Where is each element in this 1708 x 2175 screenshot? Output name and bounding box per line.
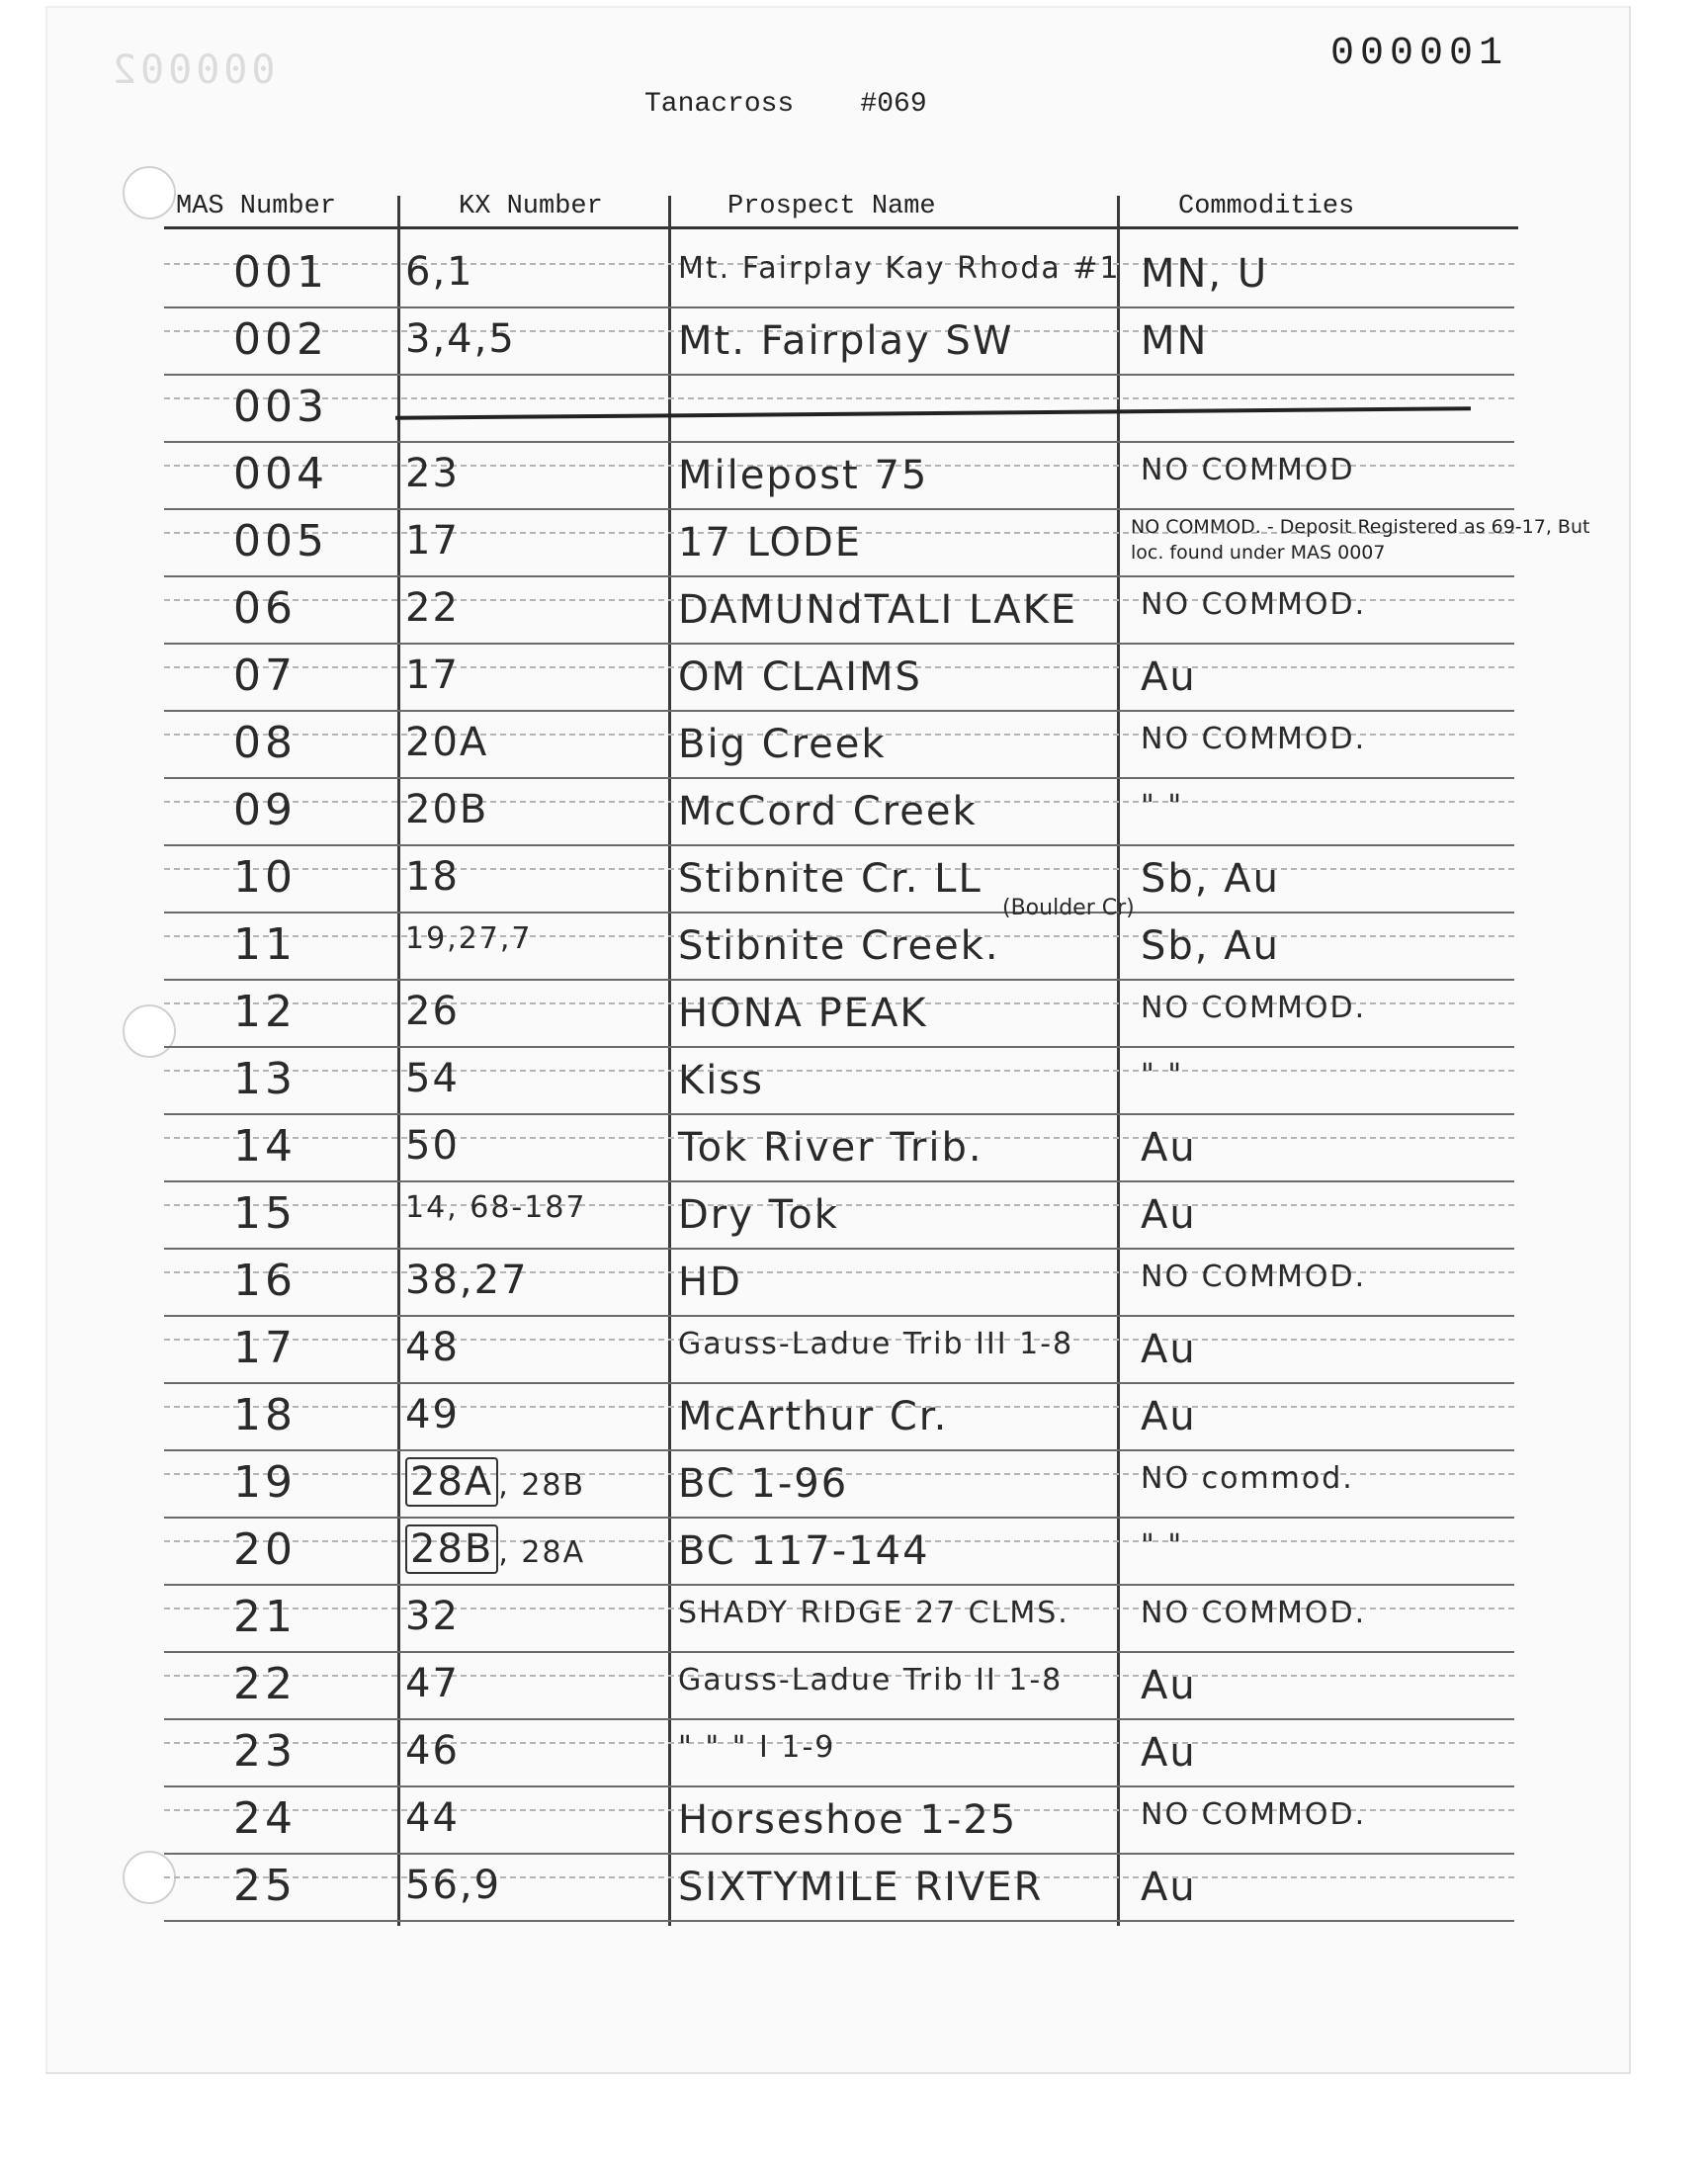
commodities-cell: Au (1141, 1663, 1197, 1708)
mas-number-cell: 16 (233, 1256, 297, 1306)
row-rule (164, 1785, 1514, 1787)
prospect-name-cell: 17 LODE (678, 520, 863, 566)
commodities-cell: NO COMMOD. (1141, 587, 1367, 622)
mas-number-cell: 004 (233, 449, 328, 499)
kx-number-cell: 3,4,5 (405, 316, 516, 362)
row-guide-line (164, 397, 1514, 399)
mas-number-cell: 18 (233, 1390, 297, 1440)
document-number: 000001 (1330, 32, 1509, 76)
header-kx-number: KX Number (459, 192, 603, 221)
mas-number-cell: 14 (233, 1121, 297, 1172)
header-mas-number: MAS Number (176, 192, 337, 221)
kx-number-cell: 49 (405, 1392, 460, 1437)
row-rule (164, 1449, 1514, 1451)
prospect-name-cell: DAMUNdTALI LAKE (678, 587, 1078, 633)
prospect-name-cell: Stibnite Cr. LL (678, 856, 982, 902)
mas-number-cell: 002 (233, 314, 328, 365)
mas-number-cell: 005 (233, 516, 328, 566)
commodities-cell: Au (1141, 1192, 1197, 1238)
kx-number-cell (405, 1459, 585, 1505)
prospect-name-cell: Mt. Fairplay Kay Rhoda #1 (678, 251, 1121, 286)
kx-number-cell: 6,1 (405, 249, 474, 295)
row-rule (164, 1853, 1514, 1855)
row-rule (164, 1382, 1514, 1384)
prospect-name-cell: OM CLAIMS (678, 654, 922, 700)
commodities-cell: NO COMMOD. (1141, 991, 1367, 1025)
kx-number-cell: 46 (405, 1728, 460, 1774)
kx-extra-value: , 28A (498, 1535, 586, 1570)
mas-number-cell: 003 (233, 382, 328, 432)
prospect-name-cell: Horseshoe 1-25 (678, 1797, 1018, 1843)
mas-number-cell: 13 (233, 1054, 297, 1104)
commodities-cell: " " (1141, 789, 1184, 824)
commodities-cell: Au (1141, 1125, 1197, 1171)
mas-number-cell: 15 (233, 1188, 297, 1239)
prospect-name-cell: BC 1-96 (678, 1461, 849, 1507)
commodities-cell: Sb, Au (1141, 923, 1280, 969)
prospect-name-cell: Gauss-Ladue Trib II 1-8 (678, 1663, 1064, 1697)
kx-number-cell: 14, 68-187 (405, 1190, 587, 1225)
kx-number-cell: 54 (405, 1056, 460, 1101)
prospect-name-cell: McCord Creek (678, 789, 978, 834)
row-rule (164, 1584, 1514, 1586)
mas-number-cell: 22 (233, 1659, 297, 1709)
mas-number-cell: 24 (233, 1793, 297, 1844)
kx-number-cell: 23 (405, 451, 460, 496)
mas-number-cell: 21 (233, 1592, 297, 1642)
prospect-name-cell: SHADY RIDGE 27 CLMS. (678, 1596, 1069, 1630)
mas-number-cell: 10 (233, 852, 297, 903)
prospect-name-cell: McArthur Cr. (678, 1394, 949, 1439)
prospect-name-cell: Dry Tok (678, 1192, 839, 1238)
commodities-cell: NO COMMOD. (1141, 722, 1367, 756)
commodities-cell: Au (1141, 1865, 1197, 1910)
row-rule (164, 1920, 1514, 1922)
commodities-cell: MN (1141, 318, 1209, 364)
commodities-cell: NO COMMOD (1141, 453, 1355, 487)
kx-boxed-value: 28A (405, 1457, 498, 1507)
row-rule (164, 643, 1514, 645)
mas-number-cell: 06 (233, 583, 297, 634)
commodities-cell: NO COMMOD. (1141, 1797, 1367, 1832)
row-guide-line (164, 1742, 1514, 1744)
kx-number-cell: 17 (405, 518, 460, 564)
kx-number-cell: 44 (405, 1795, 460, 1841)
prospect-name-cell: SIXTYMILE RIVER (678, 1865, 1044, 1910)
kx-number-cell: 56,9 (405, 1863, 502, 1908)
strikethrough-line (395, 406, 1471, 419)
row-rule (164, 1180, 1514, 1182)
faded-page-stamp: 000002 (109, 47, 276, 93)
kx-number-cell: 50 (405, 1123, 460, 1169)
header-commodities: Commodities (1178, 192, 1355, 221)
row-rule (164, 979, 1514, 981)
row-rule (164, 1315, 1514, 1317)
mas-number-cell: 23 (233, 1726, 297, 1777)
commodities-cell: Au (1141, 1394, 1197, 1439)
row-rule (164, 1113, 1514, 1115)
prospect-name-cell: Tok River Trib. (678, 1125, 983, 1171)
mas-number-cell: 25 (233, 1861, 297, 1911)
kx-number-cell: 19,27,7 (405, 921, 533, 956)
mas-number-cell: 11 (233, 919, 297, 970)
commodities-cell: " " (1141, 1528, 1184, 1563)
mas-number-cell: 17 (233, 1323, 297, 1373)
commodities-cell: " " (1141, 1058, 1184, 1092)
kx-number-cell: 18 (405, 854, 460, 900)
kx-number-cell: 48 (405, 1325, 460, 1370)
mas-number-cell: 08 (233, 718, 297, 768)
prospect-name-cell: Kiss (678, 1058, 765, 1103)
mas-number-cell: 07 (233, 651, 297, 701)
prospect-name-cell: Mt. Fairplay SW (678, 318, 1014, 364)
row-rule (164, 1517, 1514, 1519)
row-rule (164, 844, 1514, 846)
prospect-name-cell: BC 117-144 (678, 1528, 930, 1574)
commodities-cell: Au (1141, 1730, 1197, 1776)
page-title: Tanacross #069 (644, 89, 927, 120)
prospect-name-cell: Stibnite Creek. (678, 923, 1000, 969)
kx-number-cell: 32 (405, 1594, 460, 1639)
commodities-cell: Sb, Au (1141, 856, 1280, 902)
mas-number-cell: 20 (233, 1524, 297, 1575)
kx-number-cell (405, 1526, 585, 1572)
prospect-subnote: (Boulder Cr) (1002, 896, 1135, 920)
row-rule (164, 1248, 1514, 1250)
commodities-cell: Au (1141, 654, 1197, 700)
row-rule (164, 306, 1514, 308)
row-guide-line (164, 1070, 1514, 1072)
kx-number-cell: 26 (405, 989, 460, 1034)
mas-number-cell: 09 (233, 785, 297, 835)
commodities-cell: Au (1141, 1327, 1197, 1372)
row-rule (164, 374, 1514, 376)
row-rule (164, 508, 1514, 510)
row-rule (164, 1718, 1514, 1720)
prospect-name-cell: HONA PEAK (678, 991, 928, 1036)
prospect-name-cell: Gauss-Ladue Trib III 1-8 (678, 1327, 1074, 1361)
commodities-note-cell: NO COMMOD. - Deposit Registered as 69-17, But loc. found under MAS 0007 (1131, 516, 1590, 564)
kx-number-cell: 20B (405, 787, 489, 832)
row-guide-line (164, 1204, 1514, 1206)
kx-number-cell: 17 (405, 652, 460, 698)
kx-boxed-value: 28B (405, 1524, 498, 1574)
commodities-cell: NO COMMOD. (1141, 1260, 1367, 1294)
row-rule (164, 912, 1514, 914)
prospect-name-cell: " " " I 1-9 (678, 1730, 836, 1765)
row-rule (164, 441, 1514, 443)
mas-number-cell: 001 (233, 247, 328, 298)
commodities-cell: NO commod. (1141, 1461, 1354, 1496)
mas-number-cell: 19 (233, 1457, 297, 1508)
row-rule (164, 777, 1514, 779)
kx-number-cell: 22 (405, 585, 460, 631)
row-rule (164, 1651, 1514, 1653)
kx-number-cell: 20A (405, 720, 489, 765)
header-prospect-name: Prospect Name (727, 192, 936, 221)
commodities-cell: NO COMMOD. (1141, 1596, 1367, 1630)
row-rule (164, 1046, 1514, 1048)
prospect-name-cell: Milepost 75 (678, 453, 929, 498)
prospect-name-cell: HD (678, 1260, 742, 1305)
row-rule (164, 710, 1514, 712)
mas-number-cell: 12 (233, 987, 297, 1037)
kx-number-cell: 47 (405, 1661, 460, 1706)
row-rule (164, 575, 1514, 577)
commodities-cell: MN, U (1141, 251, 1269, 297)
prospect-name-cell: Big Creek (678, 722, 887, 767)
kx-number-cell: 38,27 (405, 1258, 529, 1303)
kx-extra-value: , 28B (498, 1468, 586, 1503)
